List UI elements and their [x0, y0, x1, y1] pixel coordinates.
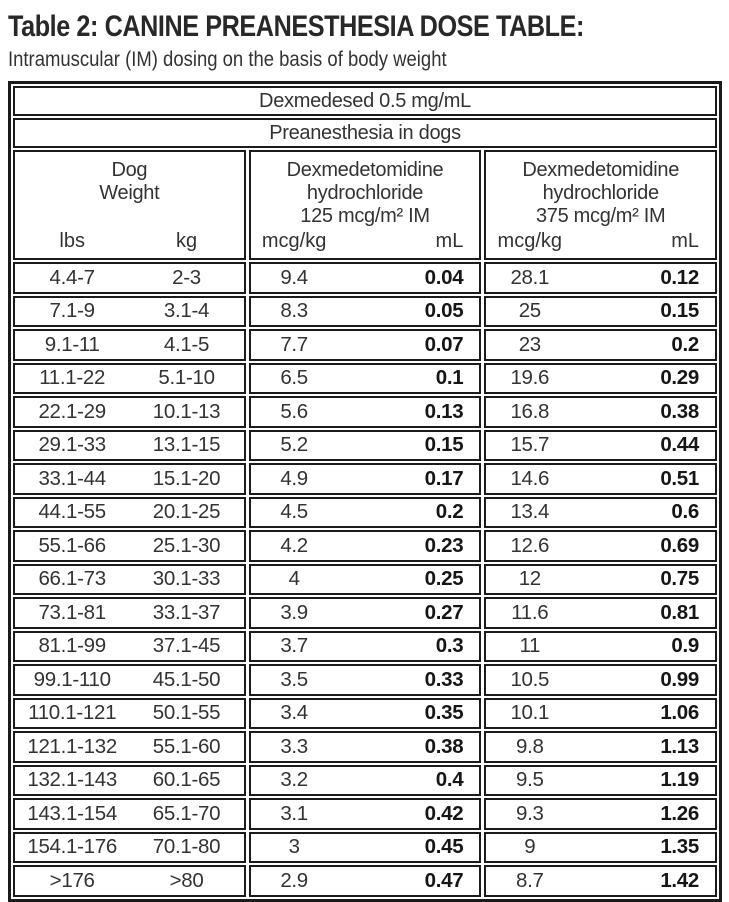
- cell-weight-lbs: 121.1-132: [27, 734, 117, 758]
- unit-label: mcg/kg: [261, 230, 327, 252]
- row-group: [249, 865, 482, 897]
- cell-weight-kg: 37.1-45: [152, 634, 221, 658]
- table-subtitle: Intramuscular (IM) dosing on the basis of body weight: [8, 48, 447, 71]
- table-row: [13, 798, 717, 830]
- cell-dose-125-mcg-per-kg: 3.2: [280, 768, 308, 792]
- cell-dose-375-ml: 0.81: [660, 600, 700, 624]
- table-row: [13, 664, 717, 696]
- cell-dose-375-mcg-per-kg: 28.1: [510, 265, 550, 289]
- row-group: [249, 765, 482, 797]
- cell-weight-lbs: 22.1-29: [38, 399, 106, 423]
- table-row: [13, 564, 717, 596]
- cell-dose-375-mcg-per-kg: 9.8: [515, 734, 544, 758]
- table-row: [13, 597, 717, 629]
- cell-weight-lbs: 73.1-81: [38, 600, 106, 624]
- table-title: Table 2: CANINE PREANESTHESIA DOSE TABLE:: [8, 10, 584, 43]
- cell-dose-375-mcg-per-kg: 9.3: [515, 801, 544, 825]
- cell-weight-kg: 65.1-70: [152, 801, 221, 825]
- column-group-title-line: hydrochloride: [542, 182, 659, 204]
- cell-weight-kg: 70.1-80: [152, 835, 221, 859]
- table-row: [13, 463, 717, 495]
- cell-dose-125-ml: 0.42: [424, 801, 464, 825]
- cell-dose-375-mcg-per-kg: 15.7: [510, 433, 550, 457]
- cell-weight-kg: 25.1-30: [152, 533, 221, 557]
- column-group-title-line: Dog: [111, 159, 148, 181]
- cell-weight-lbs: 99.1-110: [33, 667, 111, 691]
- cell-dose-125-ml: 0.38: [424, 734, 464, 758]
- row-group: [249, 430, 482, 462]
- row-group: [13, 363, 246, 395]
- cell-dose-125-mcg-per-kg: 6.5: [280, 366, 308, 390]
- cell-weight-lbs: 7.1-9: [49, 299, 95, 323]
- cell-dose-125-mcg-per-kg: 2.9: [280, 868, 308, 892]
- cell-weight-lbs: 81.1-99: [38, 634, 106, 658]
- cell-weight-lbs: 44.1-55: [38, 500, 106, 524]
- row-group: [249, 262, 482, 294]
- row-group: [13, 530, 246, 562]
- cell-dose-375-ml: 1.06: [660, 701, 700, 725]
- cell-weight-lbs: 55.1-66: [38, 533, 106, 557]
- cell-dose-375-mcg-per-kg: 11: [519, 634, 541, 658]
- cell-dose-375-mcg-per-kg: 13.4: [510, 500, 550, 524]
- row-group: [13, 865, 246, 897]
- table-row: [13, 329, 717, 361]
- cell-weight-kg: 13.1-15: [152, 433, 221, 457]
- row-group: [484, 631, 717, 663]
- row-group: [249, 329, 482, 361]
- cell-dose-125-mcg-per-kg: 7.7: [280, 332, 308, 356]
- row-group: [13, 765, 246, 797]
- column-group-title: [251, 152, 480, 228]
- cell-dose-125-mcg-per-kg: 3.3: [280, 734, 308, 758]
- cell-dose-375-ml: 0.75: [660, 567, 700, 591]
- table-row: [13, 396, 717, 428]
- row-group: [13, 698, 246, 730]
- row-group: [249, 664, 482, 696]
- table-row: [13, 832, 717, 864]
- row-group: [249, 463, 482, 495]
- cell-weight-kg: 10.1-13: [152, 399, 221, 423]
- banner-drug-name: Dexmedesed 0.5 mg/mL: [13, 86, 717, 116]
- row-group: [13, 329, 246, 361]
- row-group: [249, 363, 482, 395]
- row-group: [484, 597, 717, 629]
- cell-weight-lbs: 11.1-22: [39, 366, 106, 390]
- column-group-title-line: 375 mcg/m² IM: [535, 205, 666, 227]
- cell-weight-kg: 33.1-37: [152, 600, 221, 624]
- row-group: [13, 396, 246, 428]
- row-group: [484, 731, 717, 763]
- row-group: [484, 564, 717, 596]
- row-group: [484, 664, 717, 696]
- cell-dose-375-mcg-per-kg: 12: [518, 567, 541, 591]
- cell-dose-375-ml: 0.38: [660, 399, 700, 423]
- cell-dose-125-mcg-per-kg: 4.5: [280, 500, 308, 524]
- cell-dose-375-ml: 0.51: [660, 466, 700, 490]
- cell-weight-kg: >80: [169, 868, 204, 892]
- cell-dose-125-mcg-per-kg: 3.1: [280, 801, 308, 825]
- row-group: [484, 765, 717, 797]
- row-group: [13, 597, 246, 629]
- row-group: [484, 430, 717, 462]
- row-group: [249, 564, 482, 596]
- row-group: [249, 698, 482, 730]
- cell-weight-kg: 50.1-55: [152, 701, 221, 725]
- cell-dose-125-ml: 0.05: [424, 299, 464, 323]
- column-group-title-line: Dexmedetomidine: [286, 159, 444, 181]
- cell-dose-375-mcg-per-kg: 25: [518, 299, 541, 323]
- cell-dose-125-mcg-per-kg: 3.4: [280, 701, 308, 725]
- row-group: [484, 396, 717, 428]
- unit-label: mcg/kg: [497, 230, 563, 252]
- cell-dose-375-ml: 0.69: [660, 533, 700, 557]
- column-units-row: [15, 230, 244, 258]
- cell-weight-lbs: 9.1-11: [44, 332, 100, 356]
- table-row: [13, 296, 717, 328]
- row-group: [13, 463, 246, 495]
- row-group: [13, 631, 246, 663]
- cell-dose-375-mcg-per-kg: 9.5: [515, 768, 544, 792]
- row-group: [484, 262, 717, 294]
- cell-dose-125-ml: 0.13: [424, 399, 464, 423]
- unit-label: mL: [671, 230, 700, 252]
- cell-dose-375-ml: 0.6: [671, 500, 700, 524]
- column-group-title-line: hydrochloride: [306, 182, 424, 204]
- row-group: [484, 363, 717, 395]
- row-group: [249, 631, 482, 663]
- row-group: [484, 497, 717, 529]
- row-group: [484, 296, 717, 328]
- cell-weight-lbs: 154.1-176: [27, 835, 117, 859]
- cell-weight-kg: 2-3: [172, 265, 201, 289]
- dose-table: [8, 81, 722, 902]
- cell-dose-125-ml: 0.04: [424, 265, 464, 289]
- cell-weight-lbs: 29.1-33: [38, 433, 106, 457]
- cell-dose-375-ml: 1.13: [660, 734, 700, 758]
- banner-indication: Preanesthesia in dogs: [13, 118, 717, 148]
- cell-dose-375-mcg-per-kg: 14.6: [510, 466, 550, 490]
- row-group: [13, 296, 246, 328]
- cell-weight-lbs: 66.1-73: [38, 567, 106, 591]
- row-group: [249, 530, 482, 562]
- column-units-row: [486, 230, 715, 258]
- cell-dose-375-mcg-per-kg: 10.1: [510, 701, 550, 725]
- column-group-title-line: 125 mcg/m² IM: [300, 205, 430, 227]
- table-row: [13, 262, 717, 294]
- cell-dose-125-mcg-per-kg: 3.5: [280, 667, 308, 691]
- cell-dose-125-mcg-per-kg: 9.4: [280, 265, 308, 289]
- unit-label: mL: [435, 230, 464, 252]
- cell-dose-125-ml: 0.17: [424, 466, 464, 490]
- cell-dose-125-ml: 0.15: [424, 433, 464, 457]
- cell-dose-375-ml: 0.2: [671, 332, 700, 356]
- table-row: [13, 631, 717, 663]
- cell-dose-125-ml: 0.23: [424, 533, 464, 557]
- cell-dose-125-ml: 0.35: [424, 701, 464, 725]
- column-units-row: [251, 230, 480, 258]
- cell-dose-375-mcg-per-kg: 9: [524, 835, 536, 859]
- row-group: [13, 832, 246, 864]
- cell-weight-kg: 5.1-10: [158, 366, 215, 390]
- column-group-header: [13, 150, 246, 260]
- cell-weight-kg: 55.1-60: [152, 734, 221, 758]
- row-group: [13, 262, 246, 294]
- cell-weight-kg: 60.1-65: [152, 768, 221, 792]
- cell-dose-375-ml: 0.15: [660, 299, 700, 323]
- unit-label: lbs: [59, 230, 85, 252]
- table-row: [13, 731, 717, 763]
- cell-dose-125-mcg-per-kg: 4: [288, 567, 300, 591]
- cell-dose-375-ml: 1.35: [660, 835, 700, 859]
- cell-dose-375-ml: 1.19: [660, 768, 700, 792]
- table-row: [13, 698, 717, 730]
- cell-dose-125-ml: 0.33: [424, 667, 464, 691]
- row-group: [484, 832, 717, 864]
- cell-dose-375-mcg-per-kg: 12.6: [510, 533, 550, 557]
- row-group: [484, 530, 717, 562]
- row-group: [484, 865, 717, 897]
- row-group: [484, 329, 717, 361]
- cell-dose-375-ml: 1.42: [660, 868, 700, 892]
- column-group-title: [486, 152, 715, 228]
- cell-dose-125-mcg-per-kg: 4.9: [280, 466, 308, 490]
- cell-dose-125-ml: 0.27: [424, 600, 464, 624]
- table-row: [13, 865, 717, 897]
- cell-weight-lbs: >176: [49, 868, 95, 892]
- cell-dose-125-mcg-per-kg: 5.6: [280, 399, 308, 423]
- row-group: [249, 832, 482, 864]
- cell-dose-125-ml: 0.1: [435, 366, 464, 390]
- row-group: [249, 798, 482, 830]
- column-group-title-line: Weight: [99, 182, 160, 204]
- cell-dose-125-ml: 0.45: [424, 835, 464, 859]
- row-group: [484, 463, 717, 495]
- row-group: [249, 396, 482, 428]
- cell-dose-125-mcg-per-kg: 3: [288, 835, 300, 859]
- cell-dose-125-ml: 0.4: [435, 768, 464, 792]
- cell-dose-125-ml: 0.3: [435, 634, 464, 658]
- row-group: [249, 296, 482, 328]
- column-group-title-line: Dexmedetomidine: [522, 159, 680, 181]
- cell-dose-375-mcg-per-kg: 11.6: [511, 600, 549, 624]
- cell-dose-375-mcg-per-kg: 19.6: [510, 366, 550, 390]
- cell-dose-375-ml: 0.12: [660, 265, 700, 289]
- row-group: [249, 731, 482, 763]
- cell-dose-125-ml: 0.25: [424, 567, 464, 591]
- cell-weight-kg: 3.1-4: [163, 299, 210, 323]
- table-row: [13, 765, 717, 797]
- cell-dose-375-ml: 0.44: [660, 433, 700, 457]
- cell-dose-375-mcg-per-kg: 16.8: [510, 399, 550, 423]
- table-row: [13, 530, 717, 562]
- cell-dose-125-mcg-per-kg: 4.2: [280, 533, 308, 557]
- cell-dose-375-ml: 0.9: [671, 634, 700, 658]
- cell-dose-375-mcg-per-kg: 8.7: [515, 868, 544, 892]
- cell-weight-lbs: 132.1-143: [27, 768, 117, 792]
- cell-dose-375-ml: 1.26: [660, 801, 700, 825]
- row-group: [13, 497, 246, 529]
- table-row: [13, 363, 717, 395]
- cell-weight-lbs: 4.4-7: [49, 265, 95, 289]
- row-group: [13, 430, 246, 462]
- column-group-header: [484, 150, 717, 260]
- column-group-header: [249, 150, 482, 260]
- table-header-row: [13, 150, 717, 260]
- cell-weight-kg: 45.1-50: [152, 667, 221, 691]
- row-group: [484, 698, 717, 730]
- cell-dose-375-mcg-per-kg: 10.5: [510, 667, 550, 691]
- table-row: [13, 497, 717, 529]
- cell-dose-125-mcg-per-kg: 8.3: [280, 299, 308, 323]
- table-row: [13, 430, 717, 462]
- cell-weight-kg: 4.1-5: [163, 332, 210, 356]
- row-group: [13, 798, 246, 830]
- cell-dose-125-ml: 0.07: [424, 332, 464, 356]
- cell-dose-375-ml: 0.99: [660, 667, 700, 691]
- cell-dose-125-ml: 0.2: [435, 500, 464, 524]
- cell-dose-375-mcg-per-kg: 23: [518, 332, 541, 356]
- row-group: [13, 731, 246, 763]
- column-group-title: [15, 152, 244, 205]
- cell-weight-kg: 30.1-33: [152, 567, 221, 591]
- row-group: [249, 497, 482, 529]
- row-group: [484, 798, 717, 830]
- cell-weight-lbs: 110.1-121: [28, 701, 117, 725]
- row-group: [13, 664, 246, 696]
- cell-dose-375-ml: 0.29: [660, 366, 700, 390]
- cell-weight-lbs: 143.1-154: [27, 801, 117, 825]
- cell-weight-kg: 15.1-20: [152, 466, 221, 490]
- cell-dose-125-mcg-per-kg: 5.2: [280, 433, 308, 457]
- row-group: [249, 597, 482, 629]
- unit-label: kg: [175, 230, 198, 252]
- cell-weight-kg: 20.1-25: [152, 500, 221, 524]
- cell-dose-125-mcg-per-kg: 3.9: [280, 600, 308, 624]
- cell-dose-125-mcg-per-kg: 3.7: [280, 634, 308, 658]
- cell-dose-125-ml: 0.47: [424, 868, 464, 892]
- row-group: [13, 564, 246, 596]
- cell-weight-lbs: 33.1-44: [38, 466, 106, 490]
